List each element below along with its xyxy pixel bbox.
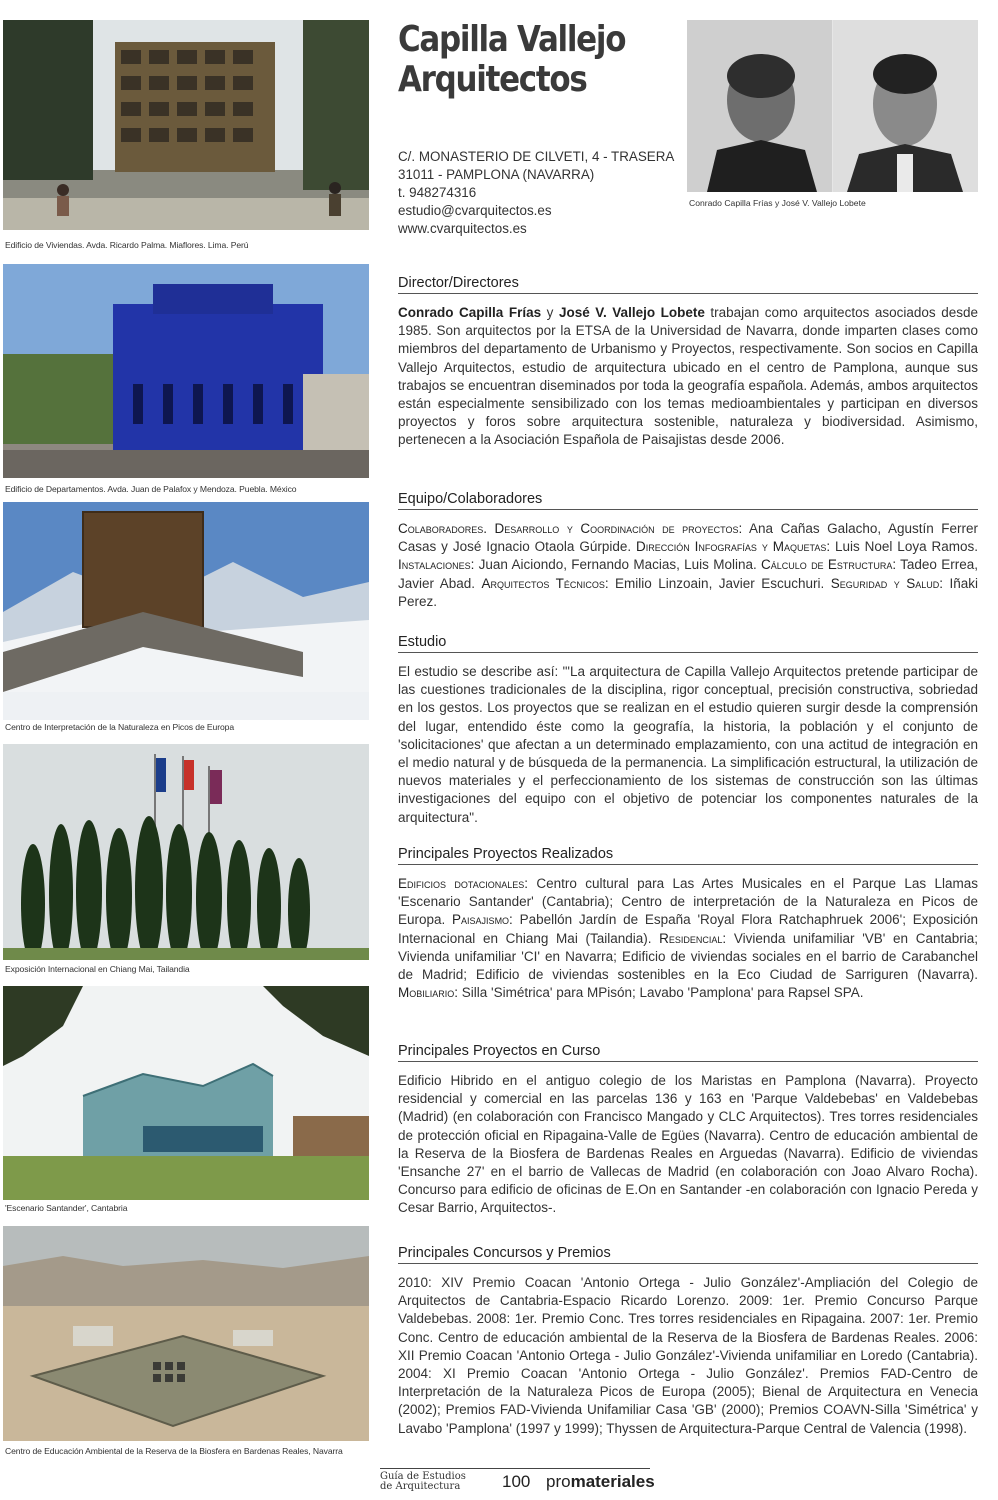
role-label: Seguridad y Salud:: [830, 575, 944, 591]
category-label: Mobiliario:: [398, 985, 459, 1001]
section-ongoing-projects: [398, 1043, 978, 1218]
photo-departments-puebla: [3, 264, 369, 478]
section-text: [398, 520, 978, 611]
role-members: Emilio Linzoain, Javier Escuchuri.: [608, 575, 831, 591]
section-text: El estudio se describe así: "'La arquitectura de Capilla Vallejo Arquitectos pretende participar de las cuestiones tradicionales de la disciplina, rigor conceptual, precisión constructiva, sobriedad en los gestos. Los proyectos que se realizan en el estudio quieren surgir desde la comprensión del lugar, entendido éste como la geografía, la historia, la población y el conjunto de 'solicitaciones' que afectan a un determinado emplazamiento, con una actitud de integración en el medio natural y de búsqueda de la permanencia. La simplificación estructural, la utilización de nuevos materiales y el perfeccionamiento de los sistemas de construcción son las últimas investigaciones del equipo con el objetivo de potenciar los componentes naturales de la arquitectura".: [398, 664, 978, 825]
director-name: José V. Vallejo Lobete: [558, 305, 705, 320]
title-line: Arquitectos: [398, 59, 587, 100]
address-email: estudio@cvarquitectos.es: [398, 203, 552, 218]
photo-picos-europa: [3, 502, 369, 720]
section-team: [398, 491, 978, 611]
photo-caption: Edificio de Departamentos. Avda. Juan de Palafox y Mendoza. Puebla. México: [5, 484, 297, 494]
brand-logo: [546, 1472, 655, 1492]
brand-name: materiales: [570, 1472, 655, 1491]
address-street: C/. MONASTERIO DE CILVETI, 4 - TRASERA: [398, 149, 675, 164]
section-studio: [398, 634, 978, 827]
photo-caption: Centro de Educación Ambiental de la Reserva de la Biosfera en Bardenas Reales, Navarra: [5, 1446, 343, 1456]
directors-bio: trabajan como arquitectos asociados desde 1985. Son arquitectos por la ETSA de la Universidad de Navarra, donde imparten clases como miembros del departamento de Urbanismo y Proyectos, respectivamente. Son socios en Capilla Vallejo Arquitectos, estudio de arquitectura ubicado en el centro de Pamplona, aunque sus trabajos se encuentran diseminados por toda la geografía española. Además, ambos arquitectos están especialmente sensibilizado con los temas medioambientales y participan en diversos proyectos y foros sobre arquitectura sostenible, naturaleza y biodiversidad. Asimismo, pertenecen a la Asociación Española de Paisajistas desde 2006.: [398, 305, 978, 448]
section-text: 2010: XIV Premio Coacan 'Antonio Ortega - Julio González'-Ampliación del Colegio de Arquitectos de Cantabria-Espacio Ricardo Lorenzo. 2009: 1er. Premio Concurso Parque Valdebebas. 2008: 1er. Premio Conc. Tres torres residenciales en Ripagaina. 2007: 1er. Premio Conc. Centro de educación ambiental de la Reserva de la Biosfera de Bardenas Reales. 2006: XII Premio Coacan 'Antonio Ortega - Julio González'-Vivienda unifamiliar en Loredo (Cantabria). 2004: XI Premio Coacan 'Antonio Ortega - Julio González'. Premios FAD-Centro de Interpretación de la Naturaleza Picos de Europa (2005); Bienal de Arquitectura en Venecia (2002); Premios FAD-Vivienda Unifamiliar Casa 'GB' (2000); Premios COAVN-Silla 'Simétrica' y Lavabo 'Pamplona' (1997 y 1999); Thyssen de Arquitectura-Parque Central de Valencia (1998).: [398, 1275, 978, 1436]
photo-bardenas-reales: [3, 1226, 369, 1441]
role-members: Luis Noel Loya Ramos.: [830, 539, 978, 555]
section-heading: Estudio: [398, 634, 978, 653]
portrait-photo: [687, 20, 978, 192]
role-members: Tadeo Errea, Javier Abad.: [398, 557, 978, 591]
category-label: Residencial:: [659, 930, 727, 946]
category-label: Edificios dotacionales:: [398, 876, 528, 891]
brand-prefix: pro: [546, 1472, 571, 1491]
director-name: Conrado Capilla Frías: [398, 305, 542, 320]
category-projects: Centro cultural para Las Artes Musicales en el Parque Las Llamas 'Escenario Santander' (Cantabria); Centro de interpretación de la Naturaleza en Picos de Europa.: [398, 876, 978, 928]
guide-title: [380, 1472, 466, 1492]
role-label: Colaboradores. Desarrollo y Coordinación de proyectos:: [398, 521, 743, 536]
guide-title-line: Guía de Estudios: [380, 1471, 466, 1482]
role-label: Instalaciones:: [398, 557, 475, 573]
section-text: [398, 875, 978, 1002]
section-heading: Equipo/Colaboradores: [398, 491, 978, 510]
role-label: Dirección Infografías y Maquetas:: [636, 539, 831, 555]
category-projects: Pabellón Jardín de España 'Royal Flora Ratchaphruek 2006'; Exposición Internacional en Chiang Mai (Tailandia).: [398, 912, 978, 946]
portrait-caption: Conrado Capilla Frías y José V. Vallejo Lobete: [689, 198, 866, 208]
photo-housing-lima: [3, 20, 369, 230]
title-line: Capilla Vallejo: [398, 19, 626, 60]
category-projects: Vivienda unifamiliar 'VB' en Cantabria; Vivienda unifamiliar 'CI' en Navarra; Edificio de viviendas sociales en el barrio de Carabanchel de Madrid; Edificio de viviendas sostenibles en la Eco Ciudad de Sarriguren (Navarra).: [398, 930, 978, 983]
contact-address: [398, 148, 688, 238]
role-label: Arquitectos Técnicos:: [481, 575, 609, 591]
photo-caption: Exposición Internacional en Chiang Mai, Tailandia: [5, 964, 190, 974]
section-heading: Director/Directores: [398, 275, 978, 294]
section-realized-projects: [398, 846, 978, 1002]
section-heading: Principales Proyectos Realizados: [398, 846, 978, 865]
address-website: www.cvarquitectos.es: [398, 221, 527, 236]
page-number: 100: [502, 1472, 531, 1491]
footer-rule: [380, 1468, 650, 1469]
photo-caption: Edificio de Viviendas. Avda. Ricardo Palma. Miaflores. Lima. Perú: [5, 240, 249, 250]
section-heading: Principales Proyectos en Curso: [398, 1043, 978, 1062]
photo-caption: 'Escenario Santander', Cantabria: [5, 1203, 128, 1213]
section-directors: [398, 275, 978, 450]
address-city: 31011 - PAMPLONA (NAVARRA): [398, 167, 595, 182]
guide-title-line: de Arquitectura: [380, 1481, 461, 1492]
photo-escenario-santander: [3, 986, 369, 1200]
section-text: Edificio Hibrido en el antiguo colegio de los Maristas en Pamplona (Navarra). Proyecto residencial y comercial en las parcelas 136 y 163 en 'Parque Valdebebas' en Valdebebas (Madrid) (en colaboración con Francisco Mangado y CLC Arquitectos). Tres torres residenciales de protección oficial en Ripagaina-Valle de Egües (Navarra). Centro de educación ambiental de la Reserva de la Biosfera de Bardenas Reales en Arguedas (Navarra). Edificio de viviendas 'Ensanche 27' en el barrio de Vallecas de Madrid (en colaboración con Joao Alvaro Rocha). Concurso para edificio de oficinas de E.On en Santander -en colaboración con Ignacio Pereda y Cesar Barrio, Arquitectos-.: [398, 1073, 978, 1216]
category-projects: Silla 'Simétrica' para MPisón; Lavabo 'Pamplona' para Rapsel SPA.: [458, 985, 864, 1001]
conjunction: y: [541, 305, 559, 320]
section-heading: Principales Concursos y Premios: [398, 1245, 978, 1264]
role-members: Ana Cañas Galacho, Agustín Ferrer Casas y José Ignacio Otaola Gúrpide.: [398, 521, 978, 555]
photo-chiang-mai: [3, 744, 369, 960]
role-label: Cálculo de Estructura:: [761, 557, 897, 573]
role-members: Iñaki Perez.: [398, 575, 979, 609]
photo-caption: Centro de Interpretación de la Naturaleza en Picos de Europa: [5, 722, 235, 732]
page-title: [398, 20, 647, 100]
role-members: Juan Aiciondo, Fernando Macias, Luis Molina.: [474, 557, 762, 573]
category-label: Paisajismo:: [452, 912, 513, 928]
section-awards: [398, 1245, 978, 1438]
section-text: [398, 304, 978, 450]
page-footer: [380, 1468, 655, 1498]
address-phone: t. 948274316: [398, 185, 477, 200]
